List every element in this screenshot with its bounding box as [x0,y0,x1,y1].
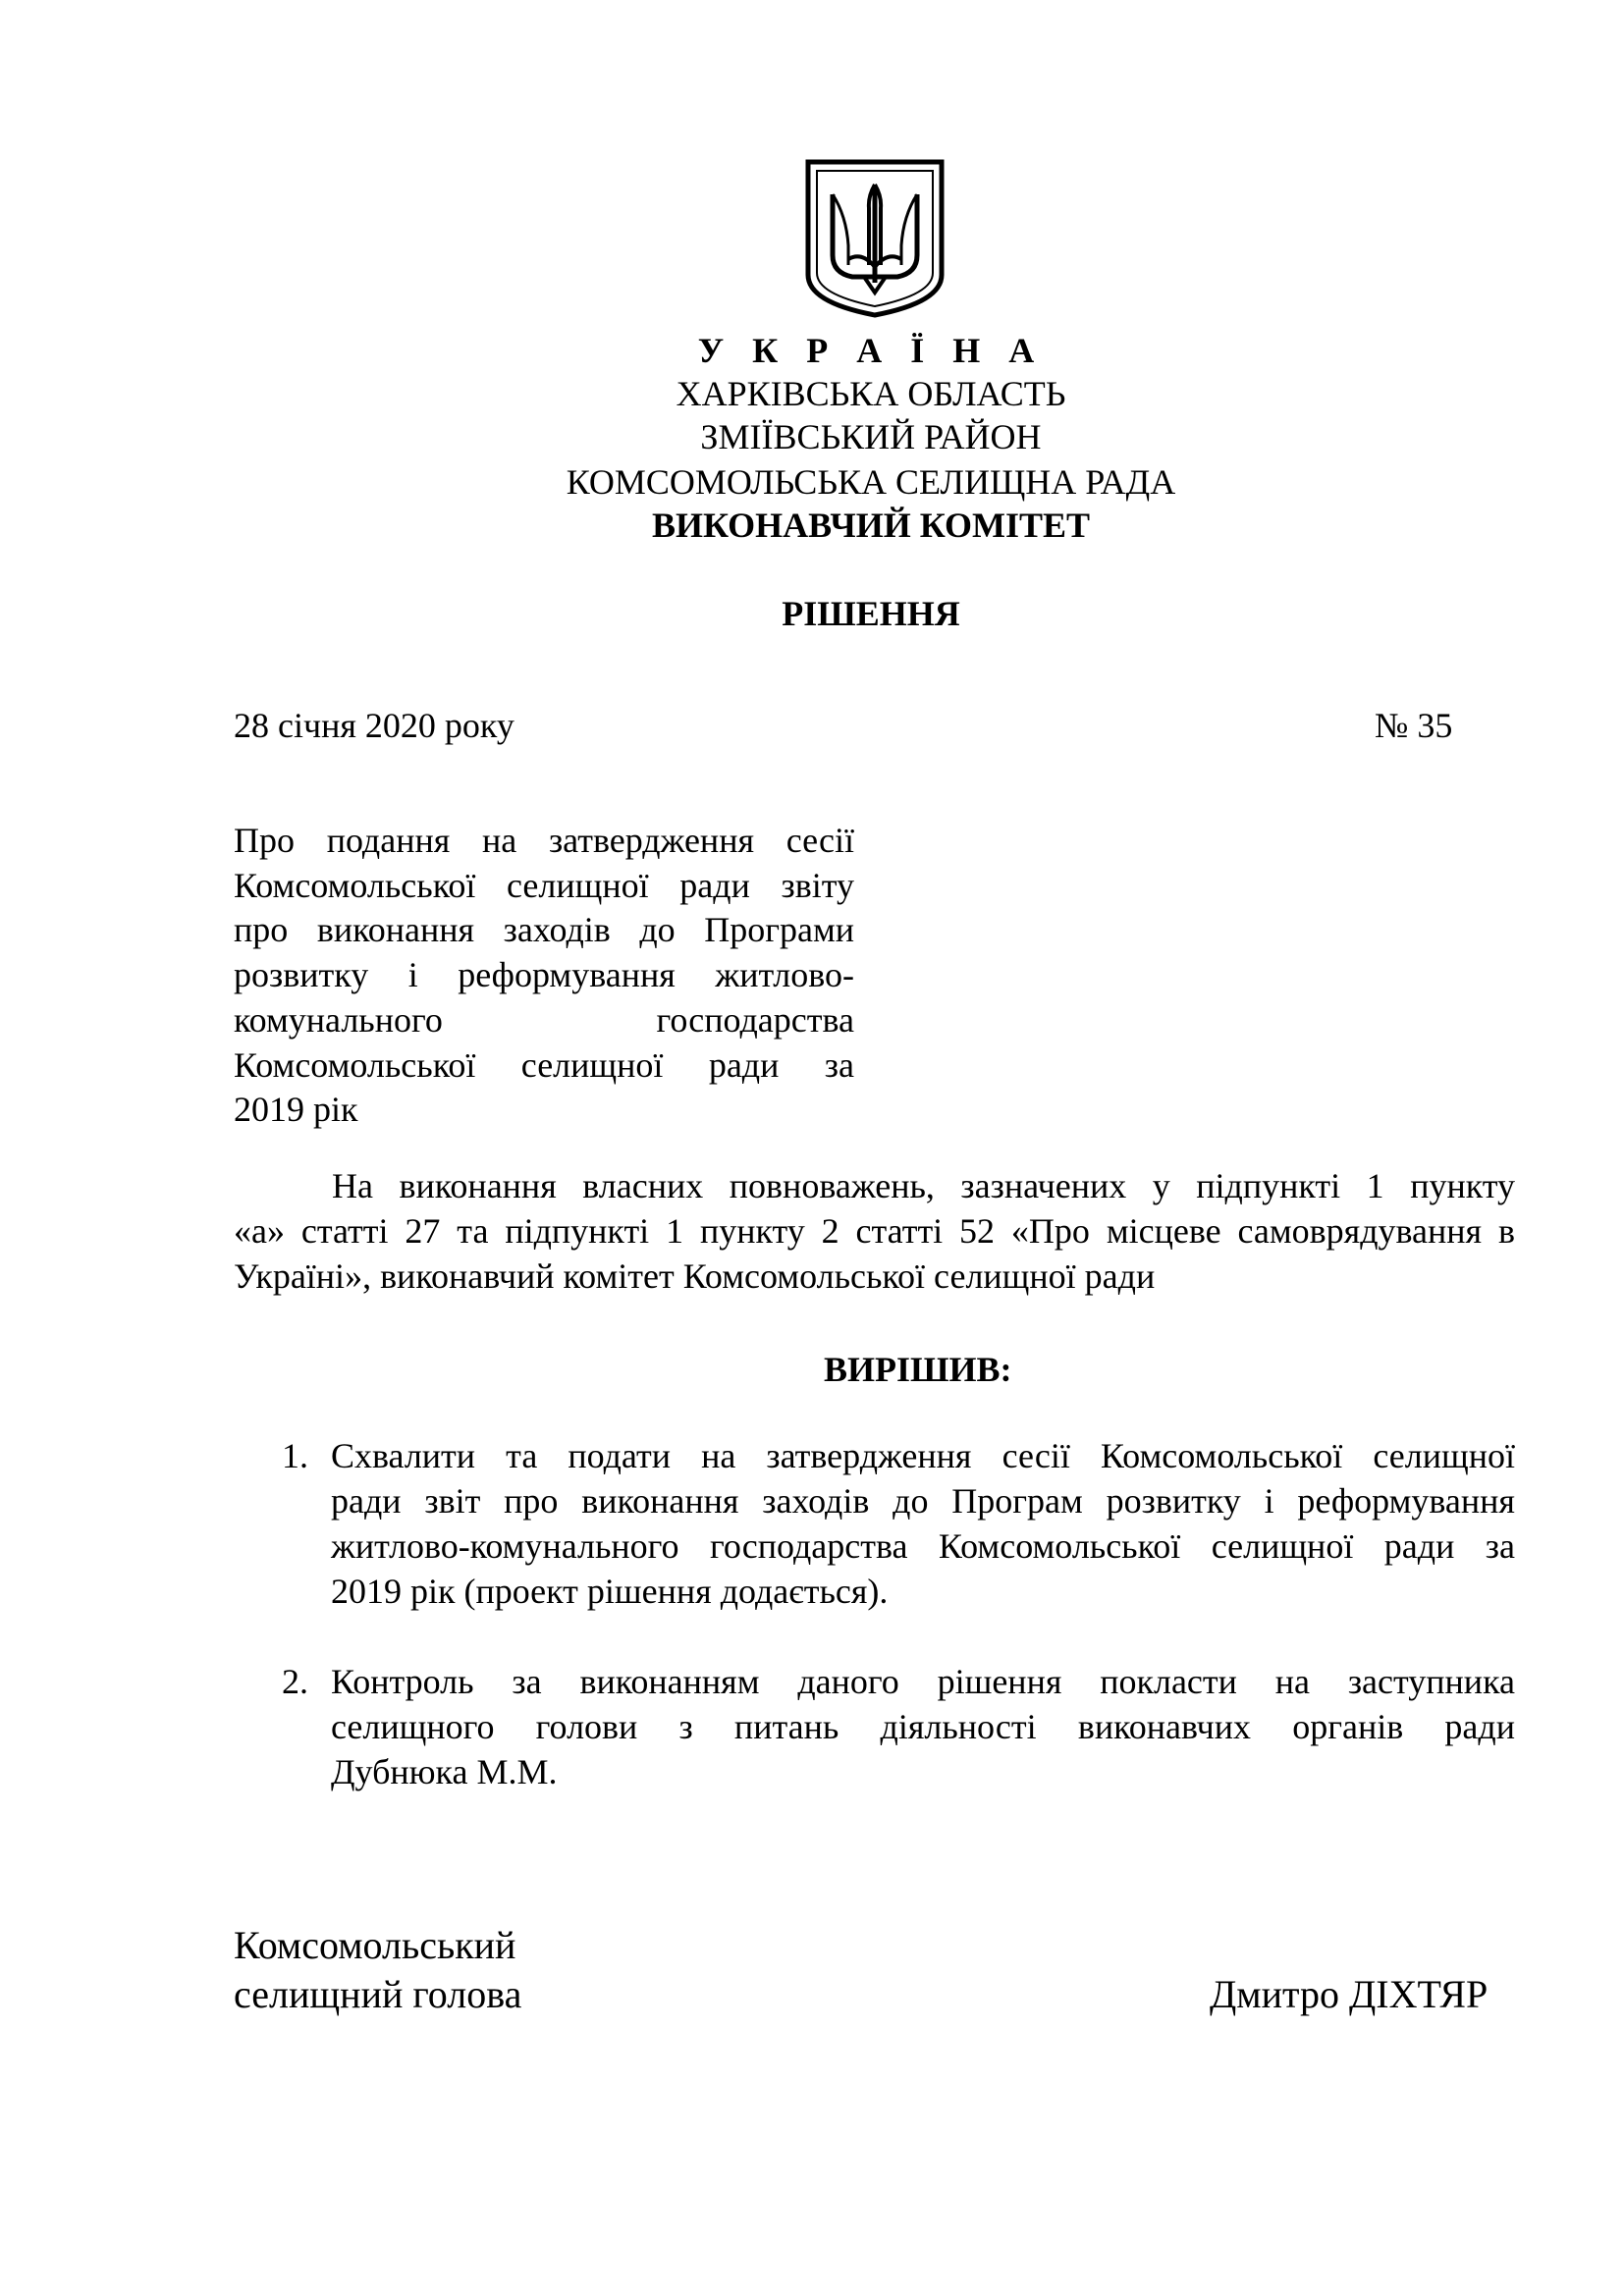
preamble-line: «а» статті 27 та підпункті 1 пункту 2 статті 52 «Про місцеве самоврядування в [234,1211,1515,1251]
subject-line: Комсомольської селищної ради за [234,1044,854,1085]
council-name: КОМСОМОЛЬСЬКА СЕЛИЩНА РАДА [566,462,1176,502]
item-line: 2019 рік (проект рішення додається). [331,1572,889,1611]
item-line: Контроль за виконанням даного рішення покласти на заступника [331,1662,1515,1701]
item-line: ради звіт про виконання заходів до Програм розвитку і реформування [331,1481,1515,1521]
subject-line: Про подання на затвердження сесії [234,821,854,860]
item-number: 1. [282,1436,308,1475]
item-text [331,1659,1515,1794]
subject-line: 2019 рік [234,1090,358,1130]
item-line: житлово-комунального господарства Комсомольської селищної ради за [331,1526,1515,1566]
decision-subject [234,819,854,1133]
resolved-heading: ВИРІШИВ: [824,1350,1012,1389]
preamble-paragraph [234,1163,1515,1299]
subject-line: про виконання заходів до Програми [234,910,854,950]
item-number: 2. [282,1662,308,1701]
item-line: селищного голови з питань діяльності виконавчих органів ради [331,1707,1515,1746]
subject-line: комунального господарства [234,999,854,1040]
region-name: ХАРКІВСЬКА ОБЛАСТЬ [676,374,1066,413]
item-line: Дубнюка М.М. [331,1752,558,1791]
committee-name: ВИКОНАВЧИЙ КОМІТЕТ [651,506,1091,545]
signatory-title-line2: селищний голова [234,1972,522,2016]
subject-line: Комсомольської селищної ради звіту [234,865,854,905]
preamble-line: На виконання власних повноважень, зазначених у підпункті 1 пункту [332,1166,1515,1205]
coat-of-arms-icon [803,157,947,319]
subject-line: розвитку і реформування житлово- [234,955,854,995]
signatory-title-line1: Комсомольський [234,1923,516,1967]
country-name: У К Р А Ї Н А [697,331,1045,370]
signatory-name: Дмитро ДІХТЯР [1210,1972,1489,2016]
preamble-line: Україні», виконавчий комітет Комсомольської селищної ради [234,1256,1156,1296]
item-text [331,1433,1515,1614]
district-name: ЗМІЇВСЬКИЙ РАЙОН [700,417,1042,456]
document-type: РІШЕННЯ [782,594,960,633]
decision-number: № 35 [1375,706,1453,745]
decision-date: 28 січня 2020 року [234,706,514,745]
item-line: Схвалити та подати на затвердження сесії Комсомольської селищної [331,1436,1515,1475]
